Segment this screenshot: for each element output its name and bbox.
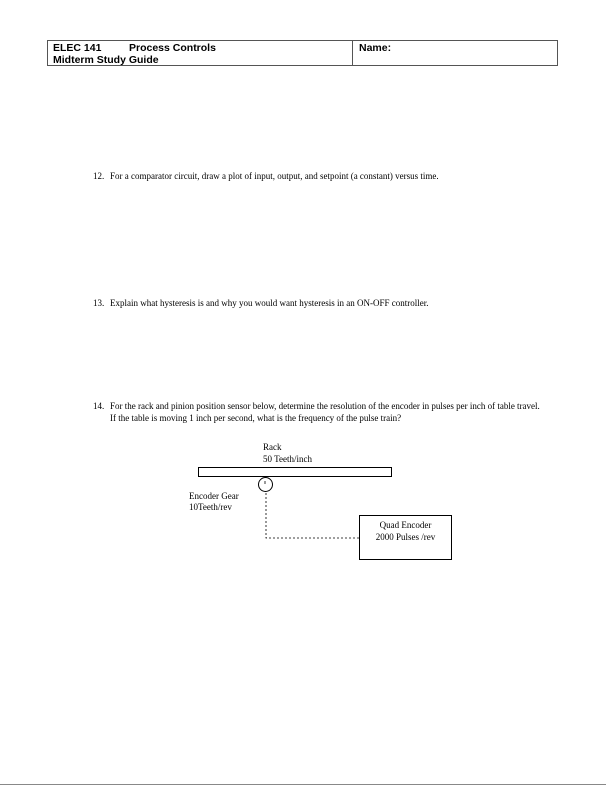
rack-label: Rack <box>263 442 282 452</box>
question-text: For the rack and pinion position sensor below, determine the resolution of the encoder in pulses per inch of table travel. If the table is moving 1 inch per second, what is the frequency of the pulse train? <box>110 401 540 423</box>
rack-spec: 50 Teeth/inch <box>263 454 312 464</box>
gear-label: Encoder Gear <box>189 491 239 501</box>
quad-encoder-box <box>359 515 452 560</box>
question-number: 12. <box>93 171 105 181</box>
page-bottom-rule <box>0 784 606 785</box>
question-text: Explain what hysteresis is and why you would want hysteresis in an ON-OFF controller. <box>110 298 429 308</box>
gear-spec: 10Teeth/rev <box>189 502 232 512</box>
name-label: Name: <box>359 42 392 54</box>
question-number: 13. <box>93 298 105 308</box>
encoder-label: Quad Encoder <box>379 520 432 530</box>
course-code: ELEC 141 <box>53 42 102 54</box>
course-title: Process Controls <box>129 42 216 54</box>
question-text: For a comparator circuit, draw a plot of input, output, and setpoint (a constant) versus time. <box>110 171 439 181</box>
question-number: 14. <box>93 401 105 411</box>
document-subtitle: Midterm Study Guide <box>53 54 159 66</box>
encoder-spec: 2000 Pulses /rev <box>375 532 436 542</box>
